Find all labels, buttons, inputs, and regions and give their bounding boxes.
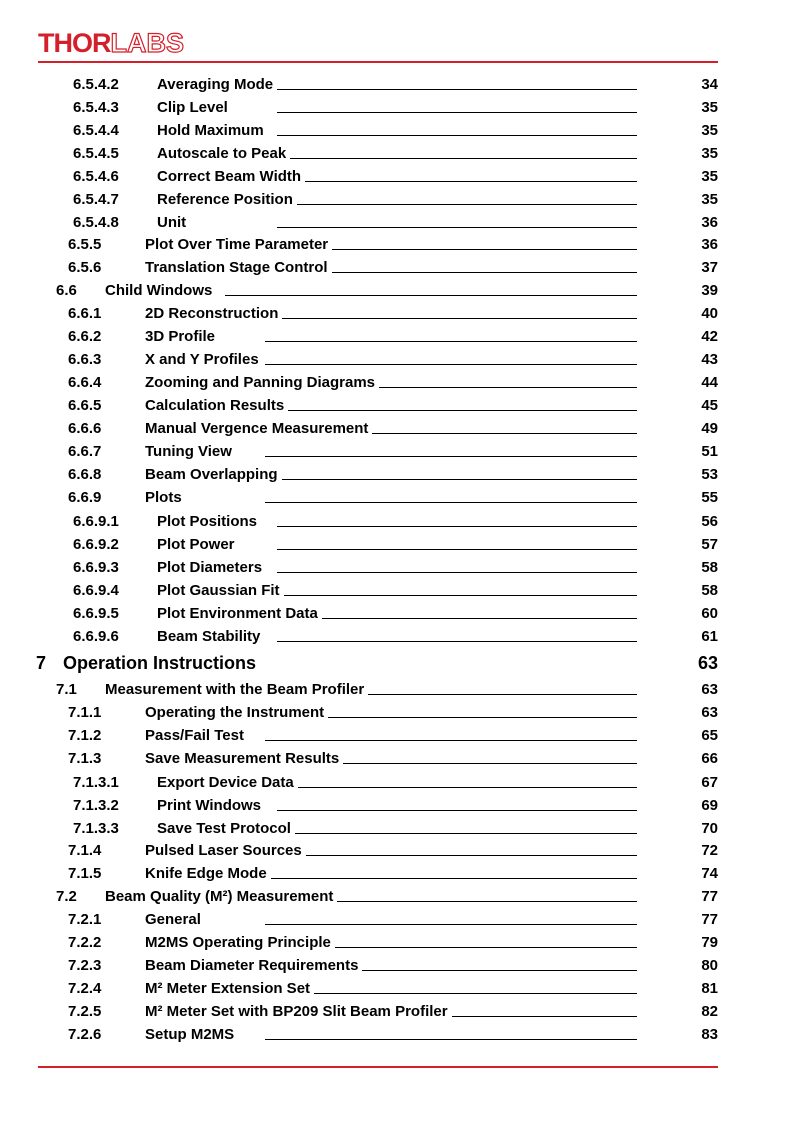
toc-entry[interactable] [0,166,718,188]
toc-entry-title: Plot Positions [157,513,258,530]
toc-entry-number: 6.5.4.6 [73,168,119,185]
toc-entry-page: 65 [701,727,718,744]
toc-entry[interactable] [0,441,718,463]
toc-leader-line [379,387,637,388]
toc-entry-title: M2MS Operating Principle [145,934,331,951]
toc-entry[interactable] [0,909,718,931]
toc-entry-title: Measurement with the Beam Profiler [105,681,365,698]
toc-entry-number: 7.1.3.3 [73,820,119,837]
toc-leader-line [295,833,637,834]
toc-entry-number: 6.5.4.7 [73,191,119,208]
toc-entry-number: 6.6 [56,282,77,299]
toc-entry-title: Operating the Instrument [145,704,325,721]
toc-entry-number: 6.5.4.8 [73,214,119,231]
toc-entry-title: Export Device Data [157,774,294,791]
toc-leader-line [277,89,637,90]
toc-entry-page: 37 [701,259,718,276]
toc-entry-number: 6.6.2 [68,328,102,345]
toc-leader-line [265,364,637,365]
toc-entry[interactable] [0,978,718,1000]
toc-entry-number: 6.5.4.2 [73,76,119,93]
toc-entry-number: 7.1.3 [68,750,102,767]
toc-entry-page: 55 [701,489,718,506]
toc-entry[interactable] [0,257,718,279]
toc-entry-number: 6.6.9.6 [73,628,119,645]
toc-leader-line [362,970,637,971]
toc-leader-line [297,204,637,205]
toc-entry-number: 7.1.5 [68,865,102,882]
toc-entry-page: 36 [701,236,718,253]
toc-leader-line [277,227,637,228]
toc-entry-page: 67 [701,774,718,791]
toc-entry-title: Plot Environment Data [157,605,318,622]
toc-entry-title: Beam Overlapping [145,466,278,483]
toc-entry[interactable] [0,395,718,417]
toc-entry-title: Save Measurement Results [145,750,340,767]
toc-entry-page: 35 [701,145,718,162]
toc-entry[interactable] [0,303,718,325]
toc-entry[interactable] [0,748,718,770]
toc-entry-title: Translation Stage Control [145,259,328,276]
toc-entry-title: Operation Instructions [63,653,257,673]
toc-entry-page: 43 [701,351,718,368]
toc-entry-title: M² Meter Extension Set [145,980,311,997]
toc-leader-line [284,595,637,596]
toc-entry-title: Print Windows [157,797,262,814]
toc-entry-page: 82 [701,1003,718,1020]
toc-leader-line [332,249,637,250]
toc-leader-line [277,549,637,550]
toc-entry-number: 6.6.7 [68,443,102,460]
toc-entry-page: 35 [701,168,718,185]
toc-leader-line [332,272,637,273]
thorlabs-logo [38,28,184,58]
toc-entry[interactable] [0,932,718,954]
toc-entry-title: Tuning View [145,443,232,460]
toc-entry-title: 2D Reconstruction [145,305,279,322]
toc-entry[interactable] [0,534,718,556]
toc-entry[interactable] [0,143,718,165]
toc-entry[interactable] [0,418,718,440]
toc-entry-title: Reference Position [157,191,293,208]
toc-leader-line [337,901,637,902]
toc-leader-line [265,924,637,925]
toc-entry[interactable] [0,349,718,371]
toc-entry-page: 83 [701,1026,718,1043]
toc-entry-title: Child Windows [105,282,213,299]
toc-entry[interactable] [0,280,718,302]
toc-entry-title: Zooming and Panning Diagrams [145,374,376,391]
toc-entry-page: 40 [701,305,718,322]
toc-entry-page: 74 [701,865,718,882]
toc-leader-line [452,1016,637,1017]
toc-entry-number: 7.2.2 [68,934,102,951]
logo-part-thor: THOR [38,28,111,58]
toc-leader-line [288,410,637,411]
toc-leader-line [265,341,637,342]
toc-entry-number: 6.6.9.2 [73,536,119,553]
toc-entry-number: 6.5.5 [68,236,102,253]
toc-entry-page: 63 [701,681,718,698]
toc-leader-line [277,641,637,642]
toc-entry-title: Hold Maximum [157,122,264,139]
toc-entry-number: 7.1.1 [68,704,102,721]
logo-part-labs: LABS [110,28,184,58]
toc-entry[interactable] [0,234,718,256]
toc-entry[interactable] [0,326,718,348]
toc-entry-number: 6.6.4 [68,374,102,391]
toc-entry-title: Save Test Protocol [157,820,291,837]
toc-entry-number: 6.6.8 [68,466,102,483]
toc-entry-page: 35 [701,122,718,139]
header-rule [38,61,718,63]
toc-entry-page: 34 [701,76,718,93]
toc-entry-number: 6.5.4.3 [73,99,119,116]
toc-entry-number: 6.5.4.4 [73,122,119,139]
toc-entry[interactable] [0,189,718,211]
toc-entry-title: Beam Quality (M²) Measurement [105,888,334,905]
toc-entry-number: 7.2.3 [68,957,102,974]
toc-leader-line [277,112,637,113]
toc-entry-page: 58 [701,582,718,599]
toc-entry[interactable] [0,372,718,394]
toc-entry-page: 35 [701,191,718,208]
toc-leader-line [277,572,637,573]
toc-leader-line [265,740,637,741]
toc-entry-number: 7.2.6 [68,1026,102,1043]
toc-entry-title: M² Meter Set with BP209 Slit Beam Profiler [145,1003,448,1020]
toc-entry-title: Plot Gaussian Fit [157,582,280,599]
toc-entry-title: Unit [157,214,187,231]
toc-entry-number: 7.2.5 [68,1003,102,1020]
toc-entry-number: 7.1.3.1 [73,774,119,791]
toc-leader-line [282,318,637,319]
toc-entry-title: General [145,911,201,928]
toc-entry-page: 81 [701,980,718,997]
toc-leader-line [265,502,637,503]
toc-entry[interactable] [0,464,718,486]
toc-entry-page: 42 [701,328,718,345]
toc-entry-number: 7.1.2 [68,727,102,744]
toc-leader-line [314,993,637,994]
toc-leader-line [328,717,637,718]
toc-entry[interactable] [0,487,718,509]
toc-entry-number: 7.2.4 [68,980,102,997]
toc-leader-line [368,694,637,695]
toc-leader-line [372,433,637,434]
toc-entry-number: 7.1.4 [68,842,102,859]
toc-entry-number: 6.6.9.4 [73,582,119,599]
toc-entry-title: Averaging Mode [157,76,274,93]
toc-leader-line [225,295,637,296]
toc-entry-title: 3D Profile [145,328,216,345]
toc-leader-line [265,1039,637,1040]
toc-leader-line [298,787,637,788]
toc-entry[interactable] [0,603,718,625]
toc-entry[interactable] [0,626,718,648]
toc-entry-page: 36 [701,214,718,231]
toc-entry-number: 6.6.6 [68,420,102,437]
toc-entry-title: Calculation Results [145,397,285,414]
toc-entry[interactable] [0,772,718,794]
toc-leader-line [277,135,637,136]
toc-leader-line [277,526,637,527]
toc-entry[interactable] [0,511,718,533]
toc-leader-line [306,855,637,856]
toc-entry[interactable] [0,863,718,885]
toc-entry-page: 77 [701,911,718,928]
toc-leader-line [322,618,637,619]
toc-entry-number: 6.6.1 [68,305,102,322]
toc-entry-page: 80 [701,957,718,974]
toc-entry-title: Beam Diameter Requirements [145,957,359,974]
toc-entry-number: 6.6.3 [68,351,102,368]
toc-entry-page: 61 [701,628,718,645]
toc-entry[interactable] [0,955,718,977]
toc-entry[interactable] [0,818,718,840]
toc-entry-page: 63 [701,704,718,721]
toc-leader-line [282,479,637,480]
toc-entry-number: 6.6.9.1 [73,513,119,530]
toc-entry-page: 70 [701,820,718,837]
toc-entry-number: 6.6.5 [68,397,102,414]
toc-entry-number: 6.5.4.5 [73,145,119,162]
toc-entry-page: 57 [701,536,718,553]
toc-entry-title: Clip Level [157,99,228,116]
toc-entry-title: Pulsed Laser Sources [145,842,302,859]
toc-entry[interactable] [0,120,718,142]
toc-entry-page: 69 [701,797,718,814]
toc-entry-page: 77 [701,888,718,905]
toc-entry-number: 7.2 [56,888,77,905]
toc-entry-title: Plot Over Time Parameter [145,236,329,253]
toc-entry[interactable] [0,212,718,234]
toc-entry-page: 45 [701,397,718,414]
toc-entry[interactable] [0,74,718,96]
toc-entry-number: 7.1.3.2 [73,797,119,814]
toc-entry-title: Plot Power [157,536,235,553]
toc-entry-page: 56 [701,513,718,530]
toc-entry-title: Setup M2MS [145,1026,235,1043]
toc-entry[interactable] [0,679,718,701]
toc-entry-number: 6.6.9.5 [73,605,119,622]
toc-entry-title: Plot Diameters [157,559,263,576]
toc-entry[interactable] [0,886,718,908]
toc-entry-number: 7 [36,653,47,673]
toc-entry[interactable] [0,97,718,119]
toc-entry-page: 63 [697,653,718,673]
toc-entry-page: 49 [701,420,718,437]
toc-leader-line [265,456,637,457]
toc-entry-page: 79 [701,934,718,951]
toc-entry-title: Plots [145,489,182,506]
footer-rule [38,1066,718,1068]
toc-entry[interactable] [0,580,718,602]
toc-entry-title: Knife Edge Mode [145,865,267,882]
toc-leader-line [305,181,637,182]
toc-entry-page: 58 [701,559,718,576]
toc-entry[interactable] [0,840,718,862]
toc-entry-page: 53 [701,466,718,483]
toc-entry-number: 6.6.9.3 [73,559,119,576]
toc-leader-line [290,158,637,159]
toc-leader-line [335,947,637,948]
toc-entry-page: 72 [701,842,718,859]
toc-entry[interactable] [0,725,718,747]
toc-entry-number: 7.2.1 [68,911,102,928]
toc-entry-title: Pass/Fail Test [145,727,244,744]
toc-entry[interactable] [0,1024,718,1046]
toc-entry-title: X and Y Profiles [145,351,259,368]
toc-leader-line [343,763,637,764]
toc-entry[interactable] [0,557,718,579]
toc-entry-page: 44 [701,374,718,391]
toc-entry-page: 66 [701,750,718,767]
toc-entry-page: 60 [701,605,718,622]
toc-entry-number: 6.5.6 [68,259,102,276]
toc-entry[interactable] [0,795,718,817]
toc-leader-line [277,810,637,811]
toc-entry-page: 51 [701,443,718,460]
toc-entry-title: Beam Stability [157,628,261,645]
toc-leader-line [271,878,637,879]
toc-entry[interactable] [0,702,718,724]
toc-entry-title: Correct Beam Width [157,168,302,185]
toc-entry-title: Autoscale to Peak [157,145,287,162]
toc-entry[interactable] [0,1001,718,1023]
toc-entry-page: 39 [701,282,718,299]
toc-entry-title: Manual Vergence Measurement [145,420,369,437]
toc-entry-page: 35 [701,99,718,116]
toc-entry-number: 6.6.9 [68,489,102,506]
toc-entry[interactable] [0,650,718,676]
toc-entry-number: 7.1 [56,681,77,698]
